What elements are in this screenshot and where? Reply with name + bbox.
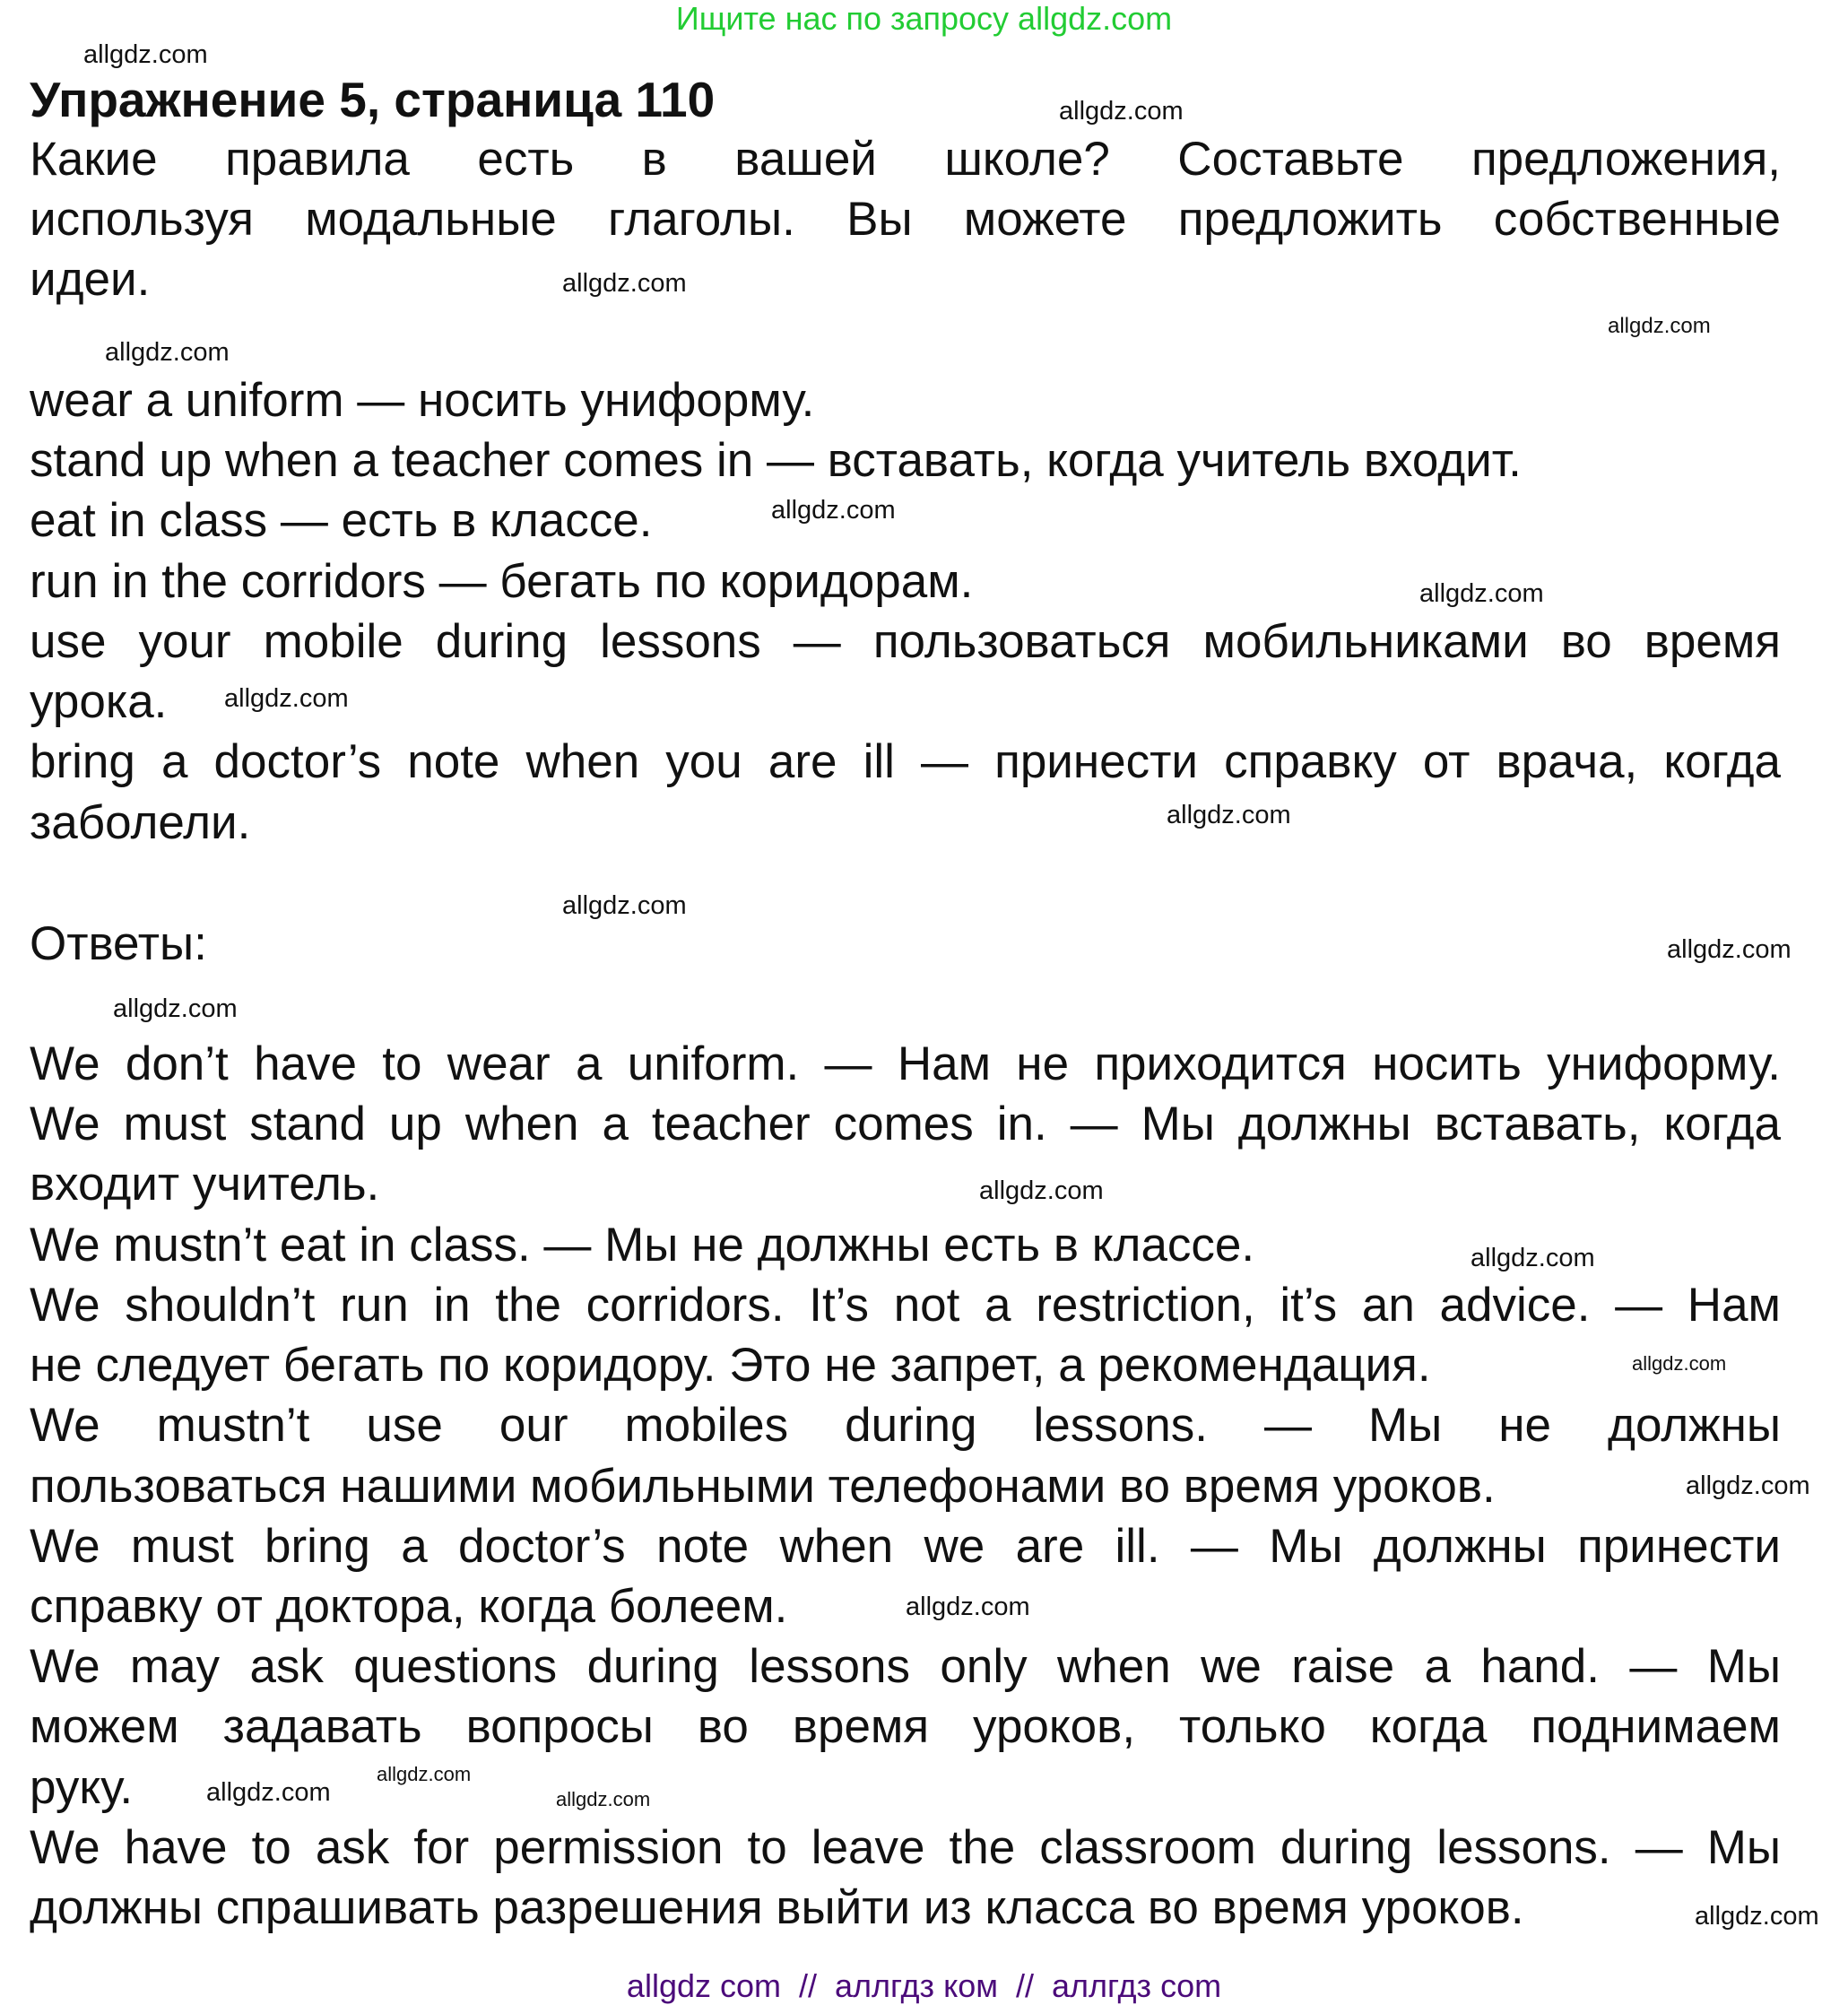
watermark: allgdz.com <box>224 684 349 713</box>
answer-line: We shouldn’t run in the corridors. It’s not a restriction, it’s an advice. — Нам <box>30 1279 1781 1332</box>
answer-line: руку. <box>30 1761 134 1814</box>
watermark: allgdz.com <box>556 1788 651 1810</box>
vocab-line: eat in class — есть в классе. <box>30 494 653 547</box>
answer-line: We mustn’t eat in class. — Мы не должны есть в классе. <box>30 1219 1255 1272</box>
answer-line: не следует бегать по коридору. Это не запрет, а рекомендация. <box>30 1339 1431 1392</box>
answer-line: можем задавать вопросы во время уроков, только когда поднимаем <box>30 1700 1781 1753</box>
watermark: allgdz.com <box>562 269 687 298</box>
watermark: allgdz.com <box>979 1176 1104 1205</box>
vocab-line: wear a uniform — носить униформу. <box>30 374 815 427</box>
watermark: allgdz.com <box>906 1593 1030 1621</box>
exercise-title: Упражнение 5, страница 110 <box>30 72 716 127</box>
vocab-line: run in the corridors — бегать по коридорам. <box>30 555 974 608</box>
vocab-line: stand up when a teacher comes in — вставать, когда учитель входит. <box>30 434 1522 487</box>
vocab-line: урока. <box>30 675 168 728</box>
watermark: allgdz.com <box>113 994 238 1023</box>
answer-line: должны спрашивать разрешения выйти из класса во время уроков. <box>30 1881 1524 1934</box>
answer-line: We have to ask for permission to leave the classroom during lessons. — Мы <box>30 1821 1781 1874</box>
watermark: allgdz.com <box>1471 1244 1595 1272</box>
watermark: allgdz.com <box>1059 97 1184 126</box>
watermark: allgdz.com <box>1695 1902 1819 1931</box>
watermark: allgdz.com <box>105 338 230 367</box>
intro-line: используя модальные глаголы. Вы можете предложить собственные <box>30 193 1781 246</box>
watermark: allgdz.com <box>1608 314 1711 338</box>
vocab-line: bring a doctor’s note when you are ill — принести справку от врача, когда <box>30 735 1781 788</box>
answers-label: Ответы: <box>30 917 207 970</box>
watermark: allgdz.com <box>1686 1471 1810 1500</box>
watermark: allgdz.com <box>771 496 896 525</box>
answer-line: We don’t have to wear a uniform. — Нам не приходится носить униформу. <box>30 1037 1781 1090</box>
watermark: allgdz.com <box>377 1763 472 1785</box>
watermark: allgdz.com <box>1667 935 1792 964</box>
watermark: allgdz.com <box>83 40 208 69</box>
intro-line: идеи. <box>30 253 151 306</box>
watermark: allgdz.com <box>1419 579 1544 608</box>
vocab-line: use your mobile during lessons — пользоваться мобильниками во время <box>30 615 1781 668</box>
header-banner[interactable]: Ищите нас по запросу allgdz.com <box>675 0 1173 37</box>
answer-line: We may ask questions during lessons only when we raise a hand. — Мы <box>30 1640 1781 1693</box>
intro-line: Какие правила есть в вашей школе? Составьте предложения, <box>30 133 1781 186</box>
watermark: allgdz.com <box>206 1778 331 1807</box>
watermark: allgdz.com <box>1632 1352 1727 1375</box>
vocab-line: заболели. <box>30 796 251 849</box>
answer-line: We must stand up when a teacher comes in. — Мы должны вставать, когда <box>30 1098 1781 1150</box>
answer-line: входит учитель. <box>30 1158 380 1211</box>
answer-line: справку от доктора, когда болеем. <box>30 1580 788 1633</box>
watermark: allgdz.com <box>1167 801 1291 829</box>
answer-line: We must bring a doctor’s note when we are ill. — Мы должны принести <box>30 1520 1781 1573</box>
answer-line: пользоваться нашими мобильными телефонами во время уроков. <box>30 1460 1496 1513</box>
watermark: allgdz.com <box>562 891 687 920</box>
answer-line: We mustn’t use our mobiles during lessons. — Мы не должны <box>30 1399 1781 1452</box>
footer-links[interactable]: allgdz com // аллгдз ком // аллгдз com <box>626 1967 1222 2004</box>
